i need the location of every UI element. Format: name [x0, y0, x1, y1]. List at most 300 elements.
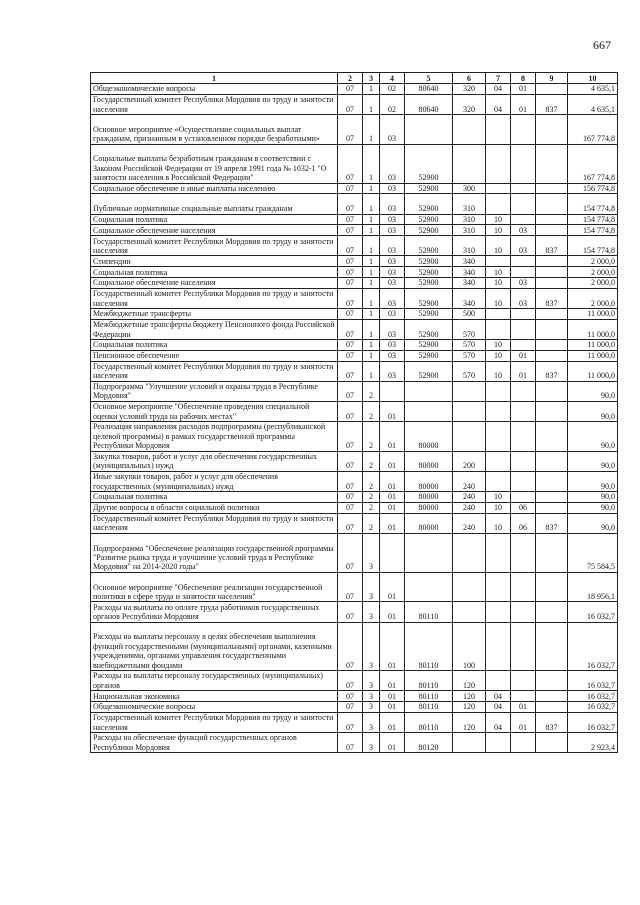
code-cell: 03 — [380, 256, 405, 267]
code-cell — [453, 144, 486, 183]
code-cell: 310 — [453, 194, 486, 214]
table-row — [91, 350, 618, 361]
code-cell — [405, 401, 453, 421]
amount-cell: 11 000,0 — [568, 319, 618, 339]
code-cell — [486, 308, 511, 319]
row-name-cell: Основное мероприятие "Обеспечение проведения специальной оценки условий труда на рабочих местах" — [91, 401, 338, 421]
code-cell — [536, 492, 568, 503]
amount-cell: 154 774,8 — [568, 194, 618, 214]
code-cell — [511, 401, 536, 421]
code-cell: 80110 — [405, 670, 453, 690]
code-cell: 340 — [453, 277, 486, 288]
row-name-cell: Социальная политика — [91, 267, 338, 278]
code-cell — [536, 194, 568, 214]
amount-cell: 154 774,8 — [568, 214, 618, 225]
code-cell: 570 — [453, 339, 486, 350]
code-cell: 3 — [363, 701, 380, 712]
code-cell: 07 — [338, 236, 363, 256]
row-name-cell: Расходы на обеспечение функций государственных органов Республики Мордовия — [91, 732, 338, 752]
code-cell: 1 — [363, 256, 380, 267]
table-body — [91, 84, 618, 753]
table-row — [91, 670, 618, 690]
code-cell — [486, 183, 511, 194]
code-cell: 03 — [380, 214, 405, 225]
code-cell: 1 — [363, 267, 380, 278]
code-cell: 01 — [380, 401, 405, 421]
row-name-cell: Государственный комитет Республики Мордовия по труду и занятости населения — [91, 513, 338, 533]
amount-cell: 90,0 — [568, 513, 618, 533]
amount-cell: 11 000,0 — [568, 350, 618, 361]
row-name-cell: Социальное обеспечение населения — [91, 277, 338, 288]
code-cell — [453, 401, 486, 421]
code-cell — [486, 114, 511, 144]
code-cell: 01 — [511, 84, 536, 95]
code-cell: 1 — [363, 308, 380, 319]
code-cell: 01 — [380, 422, 405, 452]
code-cell: 06 — [511, 502, 536, 513]
table-row — [91, 183, 618, 194]
code-cell: 07 — [338, 267, 363, 278]
code-cell — [511, 114, 536, 144]
code-cell: 500 — [453, 308, 486, 319]
code-cell — [486, 732, 511, 752]
code-cell: 837 — [536, 94, 568, 114]
amount-cell: 90,0 — [568, 422, 618, 452]
code-cell — [511, 381, 536, 401]
code-cell: 300 — [453, 183, 486, 194]
column-header: 7 — [486, 73, 511, 84]
code-cell: 2 — [363, 492, 380, 503]
code-cell: 01 — [380, 701, 405, 712]
code-cell: 03 — [380, 361, 405, 381]
code-cell: 320 — [453, 94, 486, 114]
code-cell — [536, 533, 568, 572]
code-cell: 01 — [380, 622, 405, 670]
code-cell: 10 — [486, 288, 511, 308]
row-name-cell: Расходы на выплаты персоналу в целях обеспечения выполнения функций государственными (муниципальными) органами, казенными учреждениями, органами управления государственными внебюджетными фондами — [91, 622, 338, 670]
table-row — [91, 236, 618, 256]
code-cell: 06 — [511, 513, 536, 533]
code-cell: 07 — [338, 84, 363, 95]
code-cell — [453, 114, 486, 144]
code-cell: 80110 — [405, 602, 453, 622]
code-cell: 07 — [338, 572, 363, 602]
table-row — [91, 732, 618, 752]
code-cell: 52900 — [405, 350, 453, 361]
amount-cell: 156 774,8 — [568, 183, 618, 194]
code-cell — [486, 451, 511, 471]
code-cell: 310 — [453, 225, 486, 236]
code-cell — [536, 339, 568, 350]
code-cell: 340 — [453, 288, 486, 308]
amount-cell: 154 774,8 — [568, 236, 618, 256]
code-cell — [536, 350, 568, 361]
code-cell — [536, 502, 568, 513]
code-cell: 240 — [453, 513, 486, 533]
column-header: 5 — [405, 73, 453, 84]
code-cell: 04 — [486, 701, 511, 712]
code-cell — [536, 84, 568, 95]
column-header: 4 — [380, 73, 405, 84]
code-cell: 03 — [380, 114, 405, 144]
code-cell: 07 — [338, 492, 363, 503]
code-cell — [511, 533, 536, 572]
code-cell: 01 — [380, 691, 405, 702]
code-cell: 01 — [511, 361, 536, 381]
code-cell — [536, 401, 568, 421]
code-cell — [511, 319, 536, 339]
code-cell: 3 — [363, 602, 380, 622]
code-cell: 3 — [363, 533, 380, 572]
row-name-cell: Основное мероприятие «Осуществление социальных выплат гражданам, признанным в установленном порядке безработными» — [91, 114, 338, 144]
code-cell: 07 — [338, 602, 363, 622]
row-name-cell: Расходы на выплаты персоналу государственных (муниципальных) органов — [91, 670, 338, 690]
code-cell: 07 — [338, 308, 363, 319]
code-cell: 03 — [380, 350, 405, 361]
amount-cell: 4 635,1 — [568, 84, 618, 95]
amount-cell: 16 032,7 — [568, 691, 618, 702]
amount-cell: 16 032,7 — [568, 602, 618, 622]
amount-cell: 75 584,5 — [568, 533, 618, 572]
code-cell: 80110 — [405, 691, 453, 702]
code-cell: 07 — [338, 533, 363, 572]
row-name-cell: Межбюджетные трансферты бюджету Пенсионного фонда Российской Федерации — [91, 319, 338, 339]
code-cell: 52900 — [405, 183, 453, 194]
table-row — [91, 422, 618, 452]
code-cell: 03 — [380, 144, 405, 183]
row-name-cell: Реализация направления расходов подпрограммы (республиканской целевой программы) в рамках государственной программы Республики Мордовия — [91, 422, 338, 452]
amount-cell: 167 774,8 — [568, 144, 618, 183]
table-row — [91, 114, 618, 144]
table-row — [91, 144, 618, 183]
code-cell: 80000 — [405, 422, 453, 452]
code-cell: 52900 — [405, 267, 453, 278]
code-cell: 570 — [453, 350, 486, 361]
code-cell — [511, 732, 536, 752]
code-cell: 340 — [453, 267, 486, 278]
code-cell: 01 — [380, 492, 405, 503]
code-cell: 03 — [380, 225, 405, 236]
amount-cell: 2 000,0 — [568, 288, 618, 308]
table-row — [91, 94, 618, 114]
code-cell — [511, 339, 536, 350]
code-cell — [511, 622, 536, 670]
code-cell — [405, 114, 453, 144]
amount-cell: 11 000,0 — [568, 308, 618, 319]
column-header: 3 — [363, 73, 380, 84]
code-cell: 3 — [363, 622, 380, 670]
table-row — [91, 492, 618, 503]
code-cell — [511, 451, 536, 471]
table-row — [91, 502, 618, 513]
row-name-cell: Национальная экономика — [91, 691, 338, 702]
table-header-row — [91, 73, 618, 84]
code-cell: 02 — [380, 94, 405, 114]
table-row — [91, 513, 618, 533]
row-name-cell: Государственный комитет Республики Мордовия по труду и занятости населения — [91, 94, 338, 114]
code-cell — [511, 214, 536, 225]
table-row — [91, 361, 618, 381]
code-cell: 1 — [363, 277, 380, 288]
code-cell: 80110 — [405, 622, 453, 670]
table-row — [91, 381, 618, 401]
table-row — [91, 471, 618, 491]
code-cell: 07 — [338, 622, 363, 670]
table-row — [91, 712, 618, 732]
code-cell: 07 — [338, 701, 363, 712]
code-cell — [536, 422, 568, 452]
code-cell: 07 — [338, 670, 363, 690]
code-cell: 07 — [338, 225, 363, 236]
row-name-cell: Государственный комитет Республики Мордовия по труду и занятости населения — [91, 236, 338, 256]
code-cell: 240 — [453, 502, 486, 513]
code-cell — [486, 144, 511, 183]
code-cell — [453, 572, 486, 602]
table-row — [91, 339, 618, 350]
code-cell: 03 — [380, 236, 405, 256]
column-header: 2 — [338, 73, 363, 84]
code-cell: 2 — [363, 513, 380, 533]
code-cell: 01 — [380, 471, 405, 491]
code-cell: 120 — [453, 701, 486, 712]
row-name-cell: Подпрограмма "Обеспечение реализации государственной программы "Развитие рынка труда и улучшение условий труда в Республике Мордовия" на 2014-2020 годы" — [91, 533, 338, 572]
code-cell: 07 — [338, 339, 363, 350]
code-cell: 10 — [486, 513, 511, 533]
table-row — [91, 288, 618, 308]
row-name-cell: Стипендии — [91, 256, 338, 267]
column-header: 10 — [568, 73, 618, 84]
code-cell — [511, 492, 536, 503]
code-cell: 310 — [453, 236, 486, 256]
code-cell: 10 — [486, 236, 511, 256]
row-name-cell: Государственный комитет Республики Мордовия по труду и занятости населения — [91, 712, 338, 732]
row-name-cell: Социальная политика — [91, 339, 338, 350]
code-cell — [486, 422, 511, 452]
code-cell — [536, 267, 568, 278]
code-cell: 07 — [338, 381, 363, 401]
table-row — [91, 572, 618, 602]
code-cell — [536, 701, 568, 712]
amount-cell: 2 000,0 — [568, 267, 618, 278]
code-cell: 01 — [511, 701, 536, 712]
code-cell — [486, 533, 511, 572]
row-name-cell: Закупка товаров, работ и услуг для обеспечения государственных (муниципальных) нужд — [91, 451, 338, 471]
code-cell: 03 — [511, 288, 536, 308]
table-row — [91, 533, 618, 572]
code-cell — [405, 533, 453, 572]
code-cell: 3 — [363, 712, 380, 732]
code-cell — [380, 381, 405, 401]
code-cell — [453, 732, 486, 752]
code-cell — [486, 401, 511, 421]
table-row — [91, 691, 618, 702]
code-cell — [536, 670, 568, 690]
row-name-cell: Государственный комитет Республики Мордовия по труду и занятости населения — [91, 288, 338, 308]
code-cell: 1 — [363, 319, 380, 339]
code-cell: 1 — [363, 194, 380, 214]
code-cell — [486, 256, 511, 267]
table-row — [91, 194, 618, 214]
amount-cell: 16 032,7 — [568, 622, 618, 670]
code-cell: 80000 — [405, 471, 453, 491]
code-cell: 04 — [486, 712, 511, 732]
code-cell: 52900 — [405, 339, 453, 350]
code-cell — [511, 194, 536, 214]
code-cell: 10 — [486, 492, 511, 503]
code-cell: 240 — [453, 471, 486, 491]
code-cell: 120 — [453, 670, 486, 690]
code-cell — [536, 308, 568, 319]
code-cell: 2 — [363, 502, 380, 513]
column-header: 1 — [91, 73, 338, 84]
amount-cell: 154 774,8 — [568, 225, 618, 236]
code-cell: 01 — [380, 670, 405, 690]
code-cell: 02 — [380, 84, 405, 95]
code-cell: 04 — [486, 94, 511, 114]
code-cell: 10 — [486, 225, 511, 236]
code-cell: 10 — [486, 277, 511, 288]
code-cell — [511, 670, 536, 690]
table-row — [91, 267, 618, 278]
code-cell: 240 — [453, 492, 486, 503]
code-cell: 03 — [380, 194, 405, 214]
code-cell: 1 — [363, 94, 380, 114]
amount-cell: 11 000,0 — [568, 361, 618, 381]
code-cell: 07 — [338, 471, 363, 491]
amount-cell: 18 956,1 — [568, 572, 618, 602]
row-name-cell: Публичные нормативные социальные выплаты гражданам — [91, 194, 338, 214]
code-cell: 07 — [338, 350, 363, 361]
code-cell — [486, 622, 511, 670]
code-cell: 570 — [453, 319, 486, 339]
table-row — [91, 84, 618, 95]
code-cell: 120 — [453, 712, 486, 732]
code-cell: 80110 — [405, 701, 453, 712]
code-cell — [486, 194, 511, 214]
code-cell: 03 — [380, 288, 405, 308]
code-cell: 03 — [511, 236, 536, 256]
code-cell: 2 — [363, 422, 380, 452]
amount-cell: 16 032,7 — [568, 670, 618, 690]
code-cell — [486, 381, 511, 401]
code-cell: 52900 — [405, 277, 453, 288]
code-cell: 07 — [338, 214, 363, 225]
code-cell — [511, 691, 536, 702]
row-name-cell: Социальное обеспечение населения — [91, 225, 338, 236]
table-row — [91, 451, 618, 471]
code-cell: 04 — [486, 691, 511, 702]
amount-cell: 90,0 — [568, 381, 618, 401]
table-row — [91, 701, 618, 712]
code-cell: 07 — [338, 288, 363, 308]
code-cell: 52900 — [405, 225, 453, 236]
code-cell — [380, 533, 405, 572]
row-name-cell: Основное мероприятие "Обеспечение реализации государственной политики в сфере труда и занятости населения" — [91, 572, 338, 602]
code-cell: 80110 — [405, 712, 453, 732]
code-cell: 03 — [511, 277, 536, 288]
code-cell: 80000 — [405, 451, 453, 471]
code-cell: 52900 — [405, 319, 453, 339]
code-cell — [536, 381, 568, 401]
table-row — [91, 308, 618, 319]
code-cell: 2 — [363, 451, 380, 471]
amount-cell: 90,0 — [568, 471, 618, 491]
code-cell: 320 — [453, 84, 486, 95]
code-cell: 07 — [338, 277, 363, 288]
row-name-cell: Пенсионное обеспечение — [91, 350, 338, 361]
amount-cell: 90,0 — [568, 492, 618, 503]
code-cell — [536, 471, 568, 491]
code-cell: 80120 — [405, 732, 453, 752]
amount-cell: 2 000,0 — [568, 256, 618, 267]
code-cell: 80640 — [405, 94, 453, 114]
code-cell: 52900 — [405, 256, 453, 267]
code-cell — [486, 670, 511, 690]
table-row — [91, 214, 618, 225]
code-cell — [486, 471, 511, 491]
code-cell: 01 — [511, 712, 536, 732]
code-cell: 3 — [363, 572, 380, 602]
amount-cell: 4 635,1 — [568, 94, 618, 114]
code-cell — [486, 319, 511, 339]
code-cell — [536, 256, 568, 267]
code-cell: 07 — [338, 451, 363, 471]
code-cell: 07 — [338, 691, 363, 702]
code-cell: 07 — [338, 194, 363, 214]
code-cell — [453, 422, 486, 452]
code-cell: 01 — [380, 602, 405, 622]
code-cell: 01 — [380, 732, 405, 752]
code-cell: 01 — [380, 712, 405, 732]
code-cell: 07 — [338, 712, 363, 732]
code-cell: 1 — [363, 183, 380, 194]
code-cell: 340 — [453, 256, 486, 267]
code-cell: 200 — [453, 451, 486, 471]
code-cell: 1 — [363, 236, 380, 256]
code-cell: 80000 — [405, 513, 453, 533]
code-cell: 07 — [338, 94, 363, 114]
table-row — [91, 256, 618, 267]
row-name-cell: Другие вопросы в области социальной политики — [91, 502, 338, 513]
code-cell: 01 — [380, 513, 405, 533]
code-cell: 07 — [338, 319, 363, 339]
code-cell: 01 — [380, 572, 405, 602]
amount-cell: 90,0 — [568, 451, 618, 471]
code-cell: 80640 — [405, 84, 453, 95]
code-cell — [536, 144, 568, 183]
code-cell: 52900 — [405, 194, 453, 214]
code-cell: 07 — [338, 513, 363, 533]
row-name-cell: Подпрограмма "Улучшение условий и охраны труда в Республике Мордовия" — [91, 381, 338, 401]
amount-cell: 16 032,7 — [568, 712, 618, 732]
budget-table — [90, 72, 618, 753]
amount-cell: 90,0 — [568, 502, 618, 513]
code-cell: 01 — [511, 350, 536, 361]
code-cell — [536, 622, 568, 670]
code-cell: 1 — [363, 361, 380, 381]
table-row — [91, 622, 618, 670]
code-cell: 03 — [380, 277, 405, 288]
code-cell: 3 — [363, 732, 380, 752]
code-cell: 07 — [338, 361, 363, 381]
code-cell — [536, 277, 568, 288]
amount-cell: 2 923,4 — [568, 732, 618, 752]
code-cell: 03 — [380, 339, 405, 350]
code-cell — [453, 381, 486, 401]
page-number: 667 — [593, 38, 611, 52]
code-cell: 1 — [363, 350, 380, 361]
code-cell: 1 — [363, 114, 380, 144]
